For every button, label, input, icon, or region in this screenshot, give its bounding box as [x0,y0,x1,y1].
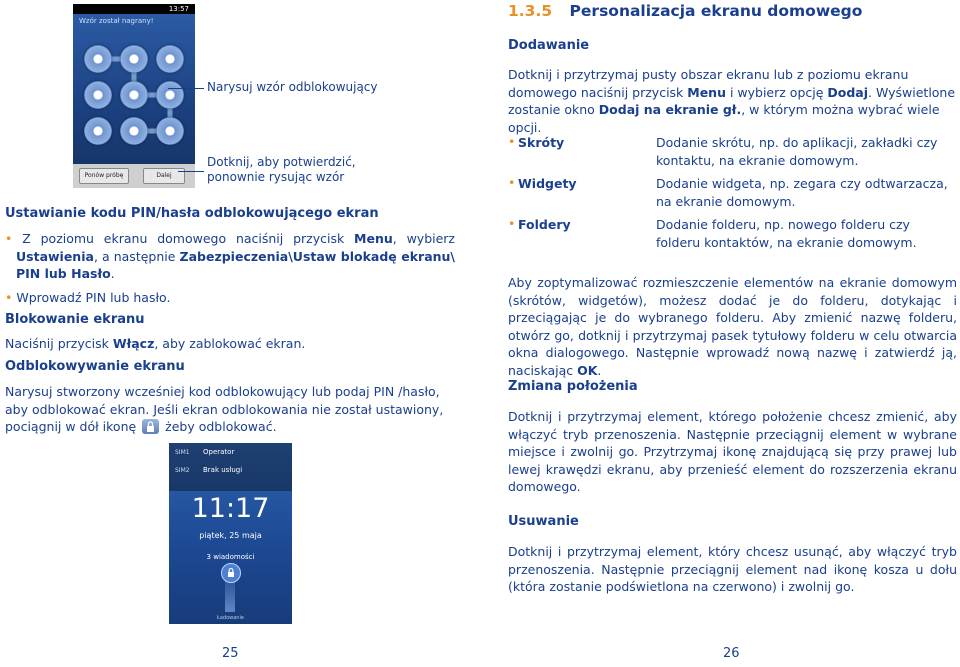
pattern-lock-screenshot [73,4,195,188]
pattern-dot-9[interactable] [156,117,184,145]
pin-b1-text3: , a następnie [93,248,180,264]
unlock-text1: Narysuj stworzony wcześniej kod odblokowujący lub podaj PIN /hasło, aby odblokować ekran. Jeśli ekran odblokowania nie został ustawiony, pociągnij w dół ikonę [5,384,444,434]
pin-b1-menu: Menu [354,231,393,246]
add-option: Dodaj [827,84,869,100]
lock-clock: 11:17 [191,493,270,524]
add-window: Dodaj na ekranie gł. [598,102,742,117]
folder-t2: . [597,362,602,378]
remove-paragraph [508,543,957,596]
no-service-label: Brak usługi [203,466,243,474]
item-term: Foldery [518,217,571,232]
retry-button[interactable]: Ponów próbę [79,168,129,184]
pin-b1-path: Zabezpieczenia\Ustaw blokadę ekranu\ PIN lub Hasło [16,248,456,281]
lock-date: piątek, 25 maja [199,531,262,540]
pattern-dot-3[interactable] [156,45,184,73]
pin-b2-text: Wprowadź PIN lub hasło. [16,290,171,305]
pattern-dot-1[interactable] [84,45,112,73]
item-term: Widgety [518,176,577,191]
next-button[interactable]: Dalej [143,168,185,184]
pattern-header-text: Wzór został nagrany! [79,17,154,25]
section-number: 1.3.5 [508,2,553,20]
add-menu: Menu [687,84,726,100]
sim1-label: SIM1 [175,449,190,456]
lock-inline-icon [142,419,159,434]
operator-label: Operator [203,448,235,456]
lock-hint: Ładowanie [217,615,244,621]
pin-section-title: Ustawianie kodu PIN/hasła odblokowującego ekran [5,206,379,221]
pattern-dot-8[interactable] [120,117,148,145]
callout-confirm-line2: ponownie rysując wzór [207,170,345,184]
lock-info-bar [169,443,292,491]
add-t1: Dotknij i przytrzymaj pusty obszar ekranu lub z poziomu ekranu domowego naciśnij przycisk [508,67,909,100]
pattern-dot-5[interactable] [120,81,148,109]
add-t3: . Wyświetlone zostanie okno [508,84,956,117]
unlock-section-title: Odblokowywanie ekranu [5,359,185,374]
add-t4: , w którym można wybrać wiele opcji. [508,102,940,135]
unlock-text2: żeby odblokować. [165,419,277,434]
callout-line-draw [168,88,204,89]
add-t2: i wybierz opcję [725,84,828,100]
item-desc: Dodanie skrótu, np. do aplikacji, zakładki czy kontaktu, na ekranie domowym. [656,135,938,168]
item-desc: Dodanie folderu, np. nowego folderu czy folderu kontaktów, na ekranie domowym. [656,217,917,250]
pin-bullet-1: • Z poziomu ekranu domowego naciśnij przycisk Menu, wybierz Ustawienia, a następnie Zabezpieczenia\Ustaw blokadę ekranu\ PIN lub Hasło. [5,231,456,281]
pin-b1-text1: Z poziomu ekranu domowego naciśnij przycisk [22,231,355,246]
add-item-folders: • Foldery Dodanie folderu, np. nowego folderu czy folderu kontaktów, na ekranie domowym. [508,216,957,251]
lock-button-name: Włącz [112,336,155,351]
pattern-dot-6[interactable] [156,81,184,109]
move-text: Dotknij i przytrzymaj element, którego położenie chcesz zmienić, aby włączyć tryb przenoszenia. Następnie przeciągnij element w wybrane miejsce i zwolnij go. Przytrzymaj ikonę znajdującą się przy prawej lub lewej krawędzi ekranu, aby przenieść element do rozszerzenia ekranu domowego. [508,409,957,494]
lock-text1: Naciśnij przycisk [5,336,113,351]
folder-ok: OK [577,362,598,378]
section-title: Personalizacja ekranu domowego [569,2,863,20]
remove-title: Usuwanie [508,514,579,529]
pin-b1-text4: . [110,266,115,281]
item-term: Skróty [518,135,565,150]
lock-section-title: Blokowanie ekranu [5,312,145,327]
section-header [508,2,862,20]
page-number-left: 25 [222,646,239,661]
unlock-section-text [5,383,457,436]
pin-b1-text2: , wybierz [392,231,455,246]
folder-t1: Aby zoptymalizować rozmieszczenie elementów na ekranie domowym (skrótów, widgetów), możesz dodać je do folderu, dotykając i przeciągając je do wybranego folderu. Aby zmienić nazwę folderu, otwórz go, dotknij i przytrzymaj pasek tytułowy folderu w celu otwarcia okna dialogowego. Następnie wprowadź nową nazwę i zatwierdź ją, naciskając [508,275,957,378]
status-time: 13:57 [168,5,189,13]
folder-paragraph [508,274,957,379]
callout-line-confirm [178,171,204,172]
remove-text: Dotknij i przytrzymaj element, który chcesz usunąć, aby włączyć tryb przenoszenia. Następnie przeciągnij element nad ikonę kosza u dołu (która zostanie podświetlona na czerwono) i zwolnij go. [508,544,957,594]
lock-screen-screenshot [169,443,292,624]
pattern-dot-7[interactable] [84,117,112,145]
move-paragraph [508,408,957,496]
add-paragraph [508,66,957,136]
pin-bullet-2: • Wprowadź PIN lub hasło. [5,290,171,305]
item-desc: Dodanie widgeta, np. zegara czy odtwarzacza, na ekranie domowym. [656,176,948,209]
sim2-label: SIM2 [175,467,190,474]
pattern-dot-2[interactable] [120,45,148,73]
pattern-dot-4[interactable] [84,81,112,109]
padlock-icon [222,564,240,582]
lock-section-text [5,335,305,353]
lock-messages: 3 wiadomości [206,553,255,561]
pattern-button-bar [73,164,195,188]
page-number-right: 26 [723,646,740,661]
callout-confirm [207,155,356,185]
add-item-shortcuts: • Skróty Dodanie skrótu, np. do aplikacji, zakładki czy kontaktu, na ekranie domowym. [508,134,957,169]
move-title: Zmiana położenia [508,379,638,394]
callout-draw-pattern: Narysuj wzór odblokowujący [207,80,378,94]
callout-confirm-line1: Dotknij, aby potwierdzić, [207,155,356,169]
pin-b1-settings: Ustawienia [16,248,94,264]
unlock-handle[interactable] [221,563,241,583]
lock-text2: , aby zablokować ekran. [154,336,306,351]
add-item-widgets: • Widgety Dodanie widgeta, np. zegara czy odtwarzacza, na ekranie domowym. [508,175,957,210]
add-title: Dodawanie [508,38,590,53]
